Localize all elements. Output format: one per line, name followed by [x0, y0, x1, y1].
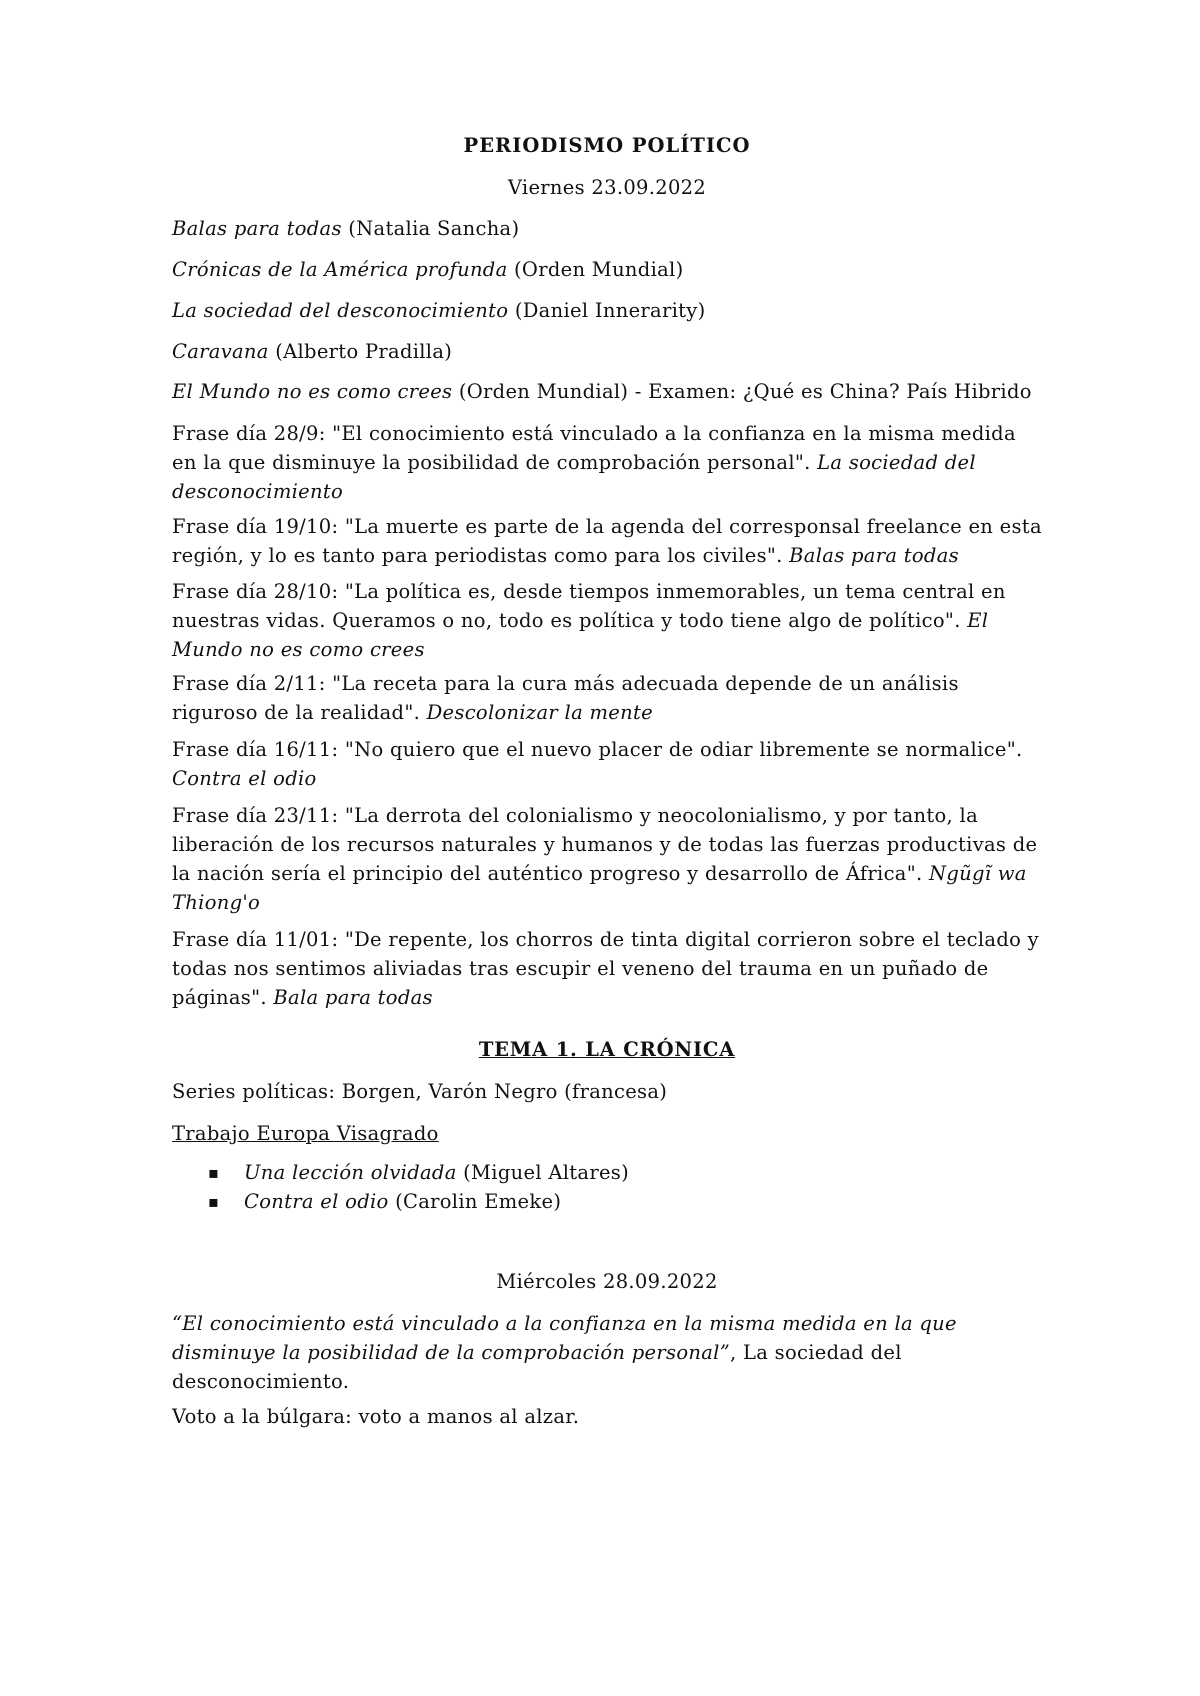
book-item: [172, 377, 1042, 406]
quote-paragraph: [172, 577, 1042, 664]
quote-paragraph: [172, 669, 1042, 727]
quote-paragraph: [172, 735, 1042, 793]
book-item: [172, 255, 1042, 284]
quote-text: Frase día 28/9: "El conocimiento está vinculado a la confianza en la misma medida en la que disminuye la posibilidad de comprobación personal".: [172, 422, 1016, 474]
book-author: (Carolin Emeke): [388, 1190, 562, 1213]
document-title: PERIODISMO POLÍTICO: [463, 134, 751, 157]
book-title: Contra el odio: [244, 1190, 389, 1213]
date-heading: Miércoles 28.09.2022: [496, 1270, 718, 1293]
quote-paragraph: [172, 801, 1042, 917]
list-item: [172, 1158, 1042, 1187]
final-quote: [172, 1309, 1042, 1396]
quote-text: Frase día 23/11: "La derrota del colonialismo y neocolonialismo, y por tanto, la liberación de los recursos naturales y humanos y de todas las fuerzas productivas de la nación sería el principio del auténtico progreso y desarrollo de África".: [172, 804, 1038, 885]
quote-paragraph: [172, 925, 1042, 1012]
quote-text: Frase día 11/01: "De repente, los chorros de tinta digital corrieron sobre el teclado y todas nos sentimos aliviadas tras escupir el veneno del trauma en un puñado de páginas".: [172, 928, 1039, 1009]
book-title: Caravana: [172, 340, 269, 363]
quote-paragraph: [172, 419, 1042, 506]
quote-source: Balas para todas: [789, 544, 959, 567]
book-item: [172, 296, 1042, 325]
trabajo-line: Trabajo Europa Visagrado: [172, 1122, 439, 1145]
quote-source: Bala para todas: [273, 986, 433, 1009]
book-title: Balas para todas: [172, 217, 342, 240]
quote-text: Frase día 16/11: "No quiero que el nuevo placer de odiar libremente se normalice".: [172, 738, 1023, 761]
quote-text: Frase día 19/10: "La muerte es parte de la agenda del corresponsal freelance en esta región, y lo es tanto para periodistas como para los civiles".: [172, 515, 1042, 567]
quote-source: Contra el odio: [172, 767, 317, 790]
book-item: [172, 337, 1042, 366]
book-author: (Miguel Altares): [456, 1161, 630, 1184]
book-author: (Alberto Pradilla): [268, 340, 453, 363]
final-quote-text: “El conocimiento está vinculado a la confianza en la misma medida en la que disminuye la posibilidad de la comprobación personal”: [172, 1312, 957, 1364]
book-author: (Orden Mundial) - Examen: ¿Qué es China? País Hibrido: [452, 380, 1032, 403]
quote-text: Frase día 2/11: "La receta para la cura más adecuada depende de un análisis riguroso de la realidad".: [172, 672, 959, 724]
book-author: (Daniel Innerarity): [508, 299, 706, 322]
section-heading: TEMA 1. LA CRÓNICA: [478, 1038, 736, 1061]
final-quote-source: , La sociedad del desconocimiento.: [172, 1341, 902, 1393]
quote-source: La sociedad del desconocimiento: [172, 451, 976, 503]
quote-source: Ngũgĩ wa Thiong'o: [172, 862, 1027, 914]
list-item: [172, 1187, 1042, 1216]
book-author: (Orden Mundial): [507, 258, 684, 281]
book-title: Una lección olvidada: [244, 1161, 457, 1184]
quote-source: Descolonizar la mente: [426, 701, 653, 724]
date-heading: Viernes 23.09.2022: [507, 176, 707, 199]
bullet-list: [172, 1158, 1042, 1216]
book-title: Crónicas de la América profunda: [172, 258, 508, 281]
voto-line: Voto a la búlgara: voto a manos al alzar.: [172, 1405, 580, 1428]
book-title: El Mundo no es como crees: [172, 380, 453, 403]
book-title: La sociedad del desconocimiento: [172, 299, 509, 322]
quote-paragraph: [172, 512, 1042, 570]
quote-source: El Mundo no es como crees: [172, 609, 989, 661]
book-item: [172, 214, 1042, 243]
book-author: (Natalia Sancha): [341, 217, 520, 240]
series-line: Series políticas: Borgen, Varón Negro (francesa): [172, 1080, 668, 1103]
quote-text: Frase día 28/10: "La política es, desde tiempos inmemorables, un tema central en nuestras vidas. Queramos o no, todo es política y todo tiene algo de político".: [172, 580, 1006, 632]
